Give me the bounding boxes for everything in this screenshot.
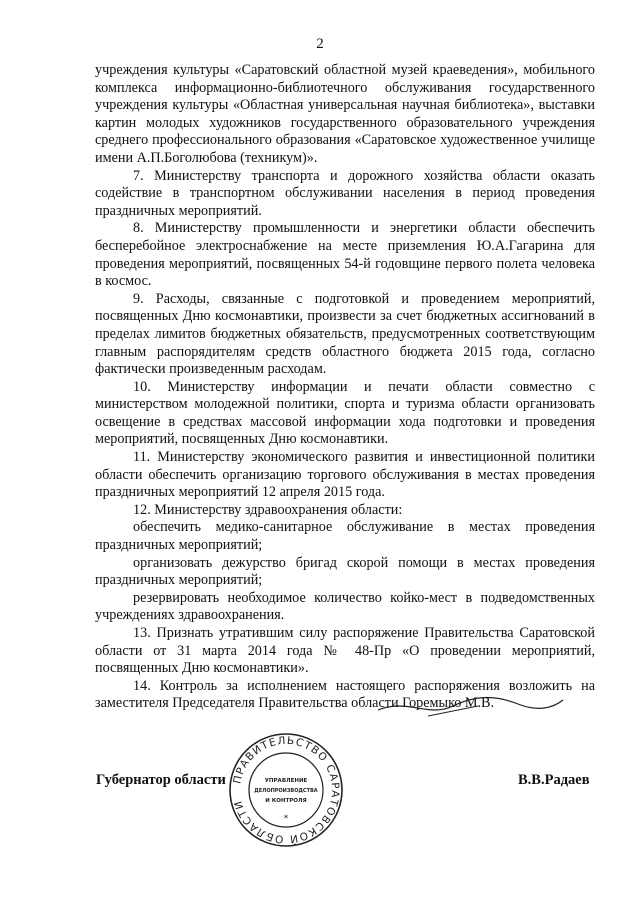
- document-body: [95, 62, 595, 713]
- seal-star-icon: *: [283, 814, 289, 824]
- official-seal: [228, 732, 344, 848]
- page-number: 2: [316, 36, 324, 52]
- paragraph-item-7: 7. Министерству транспорта и дорожного хозяйства области оказать содействие в транспортном обслуживании населения в период проведения праздничных мероприятий.: [95, 167, 595, 219]
- paragraph-item-11: 11. Министерству экономического развития и инвестиционной политики области обеспечить организацию торгового обслуживания в местах проведения праздничных мероприятий 12 апреля 2015 года.: [95, 449, 595, 501]
- handwritten-signature: [368, 688, 568, 728]
- paragraph-item-10: 10. Министерству информации и печати области совместно с министерством молодежной политики, спорта и туризма области организовать освещение в средствах массовой информации хода подготовки и проведения мероприятий, посвященных Дню космонавтики.: [95, 378, 595, 448]
- paragraph-item-12-sub2: организовать дежурство бригад скорой помощи в местах проведения праздничных мероприятий;: [95, 554, 595, 589]
- seal-ring-text: ПРАВИТЕЛЬСТВО САРАТОВСКОЙ ОБЛАСТИ: [231, 734, 342, 846]
- paragraph-item-12-sub1: обеспечить медико-санитарное обслуживание в местах проведения праздничных мероприятий;: [95, 519, 595, 554]
- paragraph-item-14: 14. Контроль за исполнением настоящего распоряжения возложить на заместителя Председателя Правительства области Горемыко М.В.: [95, 677, 595, 712]
- paragraph-continuation: учреждения культуры «Саратовский областной музей краеведения», мобильного комплекса информационно-библиотечного обслуживания государственного учреждения культуры «Областная универсальная научная библиотека», выставки картин молодых художников государственного образовательного учреждения среднего профессионального образования «Саратовское художественное училище имени А.П.Боголюбова (техникум)».: [95, 62, 595, 166]
- paragraph-item-12: 12. Министерству здравоохранения области:: [133, 501, 403, 518]
- signatory-title: Губернатор области: [96, 772, 226, 788]
- signatory-name: В.В.Радаев: [518, 772, 590, 788]
- seal-line-3: И КОНТРОЛЯ: [265, 798, 307, 804]
- seal-line-1: УПРАВЛЕНИЕ: [264, 778, 308, 784]
- paragraph-item-8: 8. Министерству промышленности и энергетики области обеспечить бесперебойное электроснабжение на месте приземления Ю.А.Гагарина для проведения мероприятий, посвященных 54-й годовщине первого полета человека в космос.: [95, 220, 595, 290]
- paragraph-item-12-sub3: резервировать необходимое количество койко-мест в подведомственных учреждениях здравоохранения.: [95, 589, 595, 624]
- seal-line-2: ДЕЛОПРОИЗВОДСТВА: [254, 788, 318, 794]
- paragraph-item-9: 9. Расходы, связанные с подготовкой и проведением мероприятий, посвященных Дню космонавтики, произвести за счет бюджетных ассигнований в пределах лимитов бюджетных обязательств, предусмотренных соответствующим главным распорядителям средств областного бюджета 2015 года, согласно фактически произведенным расходам.: [95, 290, 595, 378]
- paragraph-item-13: 13. Признать утратившим силу распоряжение Правительства Саратовской области от 31 марта 2014 года № 48-Пр «О проведении мероприятий, посвященных Дню космонавтики».: [95, 625, 595, 677]
